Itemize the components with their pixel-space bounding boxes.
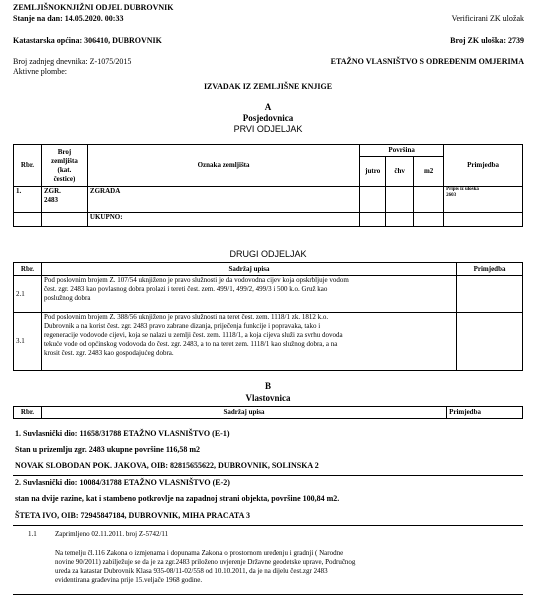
share-2-description: stan na dvije razine, kat i stambeno potkrovlje na zapadnoj strani objekta, površine 100,84 m2. bbox=[15, 494, 340, 503]
col-broj: Broj zemljišta (kat. čestice) bbox=[41, 145, 87, 187]
part-two-title: DRUGI ODJELJAK bbox=[229, 249, 307, 259]
document-title: IZVADAK IZ ZEMLJIŠNE KNJIGE bbox=[203, 82, 333, 91]
active-seals: Aktivne plombe: bbox=[13, 67, 67, 76]
section-a-letter: A bbox=[264, 102, 272, 112]
share-1-description: Stan u prizemlju zgr. 2483 ukupne površine 116,58 m2 bbox=[15, 445, 201, 454]
section-b-letter: B bbox=[264, 381, 271, 391]
entry-rbr: 1.1 bbox=[28, 530, 37, 538]
last-diary-number: Broj zadnjeg dnevnika: Z-1075/2015 bbox=[13, 57, 132, 66]
col-jutro: jutro bbox=[360, 157, 386, 187]
total-row: UKUPNO: bbox=[14, 213, 523, 227]
col-rbr: Rbr. bbox=[14, 145, 42, 187]
col-primjedba: Primjedba bbox=[444, 145, 523, 187]
office-name: ZEMLJIŠNOKNJIŽNI ODJEL DUBROVNIK bbox=[13, 3, 174, 12]
ownership-table: Rbr. Sadržaj upisa Primjedba bbox=[13, 406, 523, 419]
section-a-name: Posjedovnica bbox=[242, 113, 294, 123]
entry-text: Na temelju čl.116 Zakona o izmjenama i dopunama Zakona o prostornom uređenju i gradnji ( Narodne novine 90/2011) zabilježuje se da je za zgr.2483 priloženo uvjerenje Državne geodetske uprave, Područnog ureda za katastar Dubrovnik Klasa 935-08/11-02/558 od 10.10.2011, da je na dijelu čest.zgr 2483 evidentirana građevina prije 15.veljače 1968 godine. bbox=[55, 549, 356, 584]
share-1-owner: NOVAK SLOBODAN POK. JAKOVA, OIB: 82815655622, DUBROVNIK, SOLINSKA 2 bbox=[15, 461, 319, 470]
share-2-title: 2. Suvlasnički dio: 10084/31788 ETAŽNO VLASNIŠTVO (E-2) bbox=[15, 478, 230, 487]
section-b-name: Vlastovnica bbox=[245, 393, 291, 403]
table-row: 1. ZGR. 2483 ZGRADA Pripis iz uloška 2603 bbox=[14, 187, 523, 213]
verified-label: Verificirani ZK uložak bbox=[451, 14, 524, 23]
zk-number: Broj ZK uloška: 2739 bbox=[450, 36, 524, 45]
col-chv: čhv bbox=[386, 157, 414, 187]
col-m2: m2 bbox=[414, 157, 444, 187]
state-date: Stanje na dan: 14.05.2020. 00:33 bbox=[13, 14, 124, 23]
col-povrsina: Površina bbox=[360, 145, 444, 157]
first-part-table bbox=[13, 144, 523, 227]
cadastral-municipality: Katastarska općina: 306410, DUBROVNIK bbox=[13, 36, 162, 45]
share-1-title: 1. Suvlasnički dio: 11658/31788 ETAŽNO VLASNIŠTVO (E-1) bbox=[15, 429, 230, 438]
table-row: 2.1 Pod poslovnim brojem Z. 107/54 uknjiženo je pravo služnosti je da vodovodna cijev koja opskrbljuje vodom čest. zgr. 2483 kao povlasnog dobra prolazi i tereti čest. zem. 499/1, 499/2, 499/3 i 500 k.o. Gruž kao poslužnog dobra bbox=[14, 276, 523, 313]
share-2-owner: ŠTETA IVO, OIB: 72945847184, DUBROVNIK, MIHA PRACATA 3 bbox=[15, 511, 250, 520]
second-part-table: Rbr. Sadržaj upisa Primjedba 2.1 Pod poslovnim brojem Z. 107/54 uknjiženo je pravo služnosti je da vodovodna cijev koja opskrbljuje vodom čest. zgr. 2483 kao povlasnog dobra prolazi i tereti čest. zem. 499/1, 499/2, 499/3 i 500 k.o. Gruž kao poslužnog dobra 3.1 Pod poslovnim brojem Z. 388/56 uknjiženo je pravo služnosti na teret čest. zem. 1118/1 zk. 1812 k.o. Dubrovnik a na korist čest. zgr. 2483 pravo zabrane dizanja, priječenja funkcije i popravaka, tako i regeneracije vodovode cijevi, koja se nalazi u zemlji čest. zem. 1118/1, a koja cijeva služi za svrhu dovoda tekuće vode od općinskog vodovoda do čest. zgr. 2483, a to na teret zem. 1118/1 kao služnog dobra, a na krosit čest. zgr. 2483 kao gospodajućeg dobra. bbox=[13, 262, 523, 371]
col-oznaka: Oznaka zemljišta bbox=[87, 145, 359, 187]
part-one-title: PRVI ODJELJAK bbox=[233, 124, 303, 134]
table-row: 3.1 Pod poslovnim brojem Z. 388/56 uknjiženo je pravo služnosti na teret čest. zem. 1118/1 zk. 1812 k.o. Dubrovnik a na korist čest. zgr. 2483 pravo zabrane dizanja, priječenja funkcije i popravaka, tako i regeneracije vodovode cijevi, koja se nalazi u zemlji čest. zem. 1118/1, a koja cijeva služi za svrhu dovoda tekuće vode od općinskog vodovoda do čest. zgr. 2483, a to na teret zem. 1118/1 kao služnog dobra, a na krosit čest. zgr. 2483 kao gospodajućeg dobra. bbox=[14, 313, 523, 371]
entry-received: Zaprimljeno 02.11.2011. broj Z-5742/11 bbox=[55, 530, 169, 538]
ownership-type: ETAŽNO VLASNIŠTVO S ODREĐENIM OMJERIMA bbox=[330, 57, 524, 66]
